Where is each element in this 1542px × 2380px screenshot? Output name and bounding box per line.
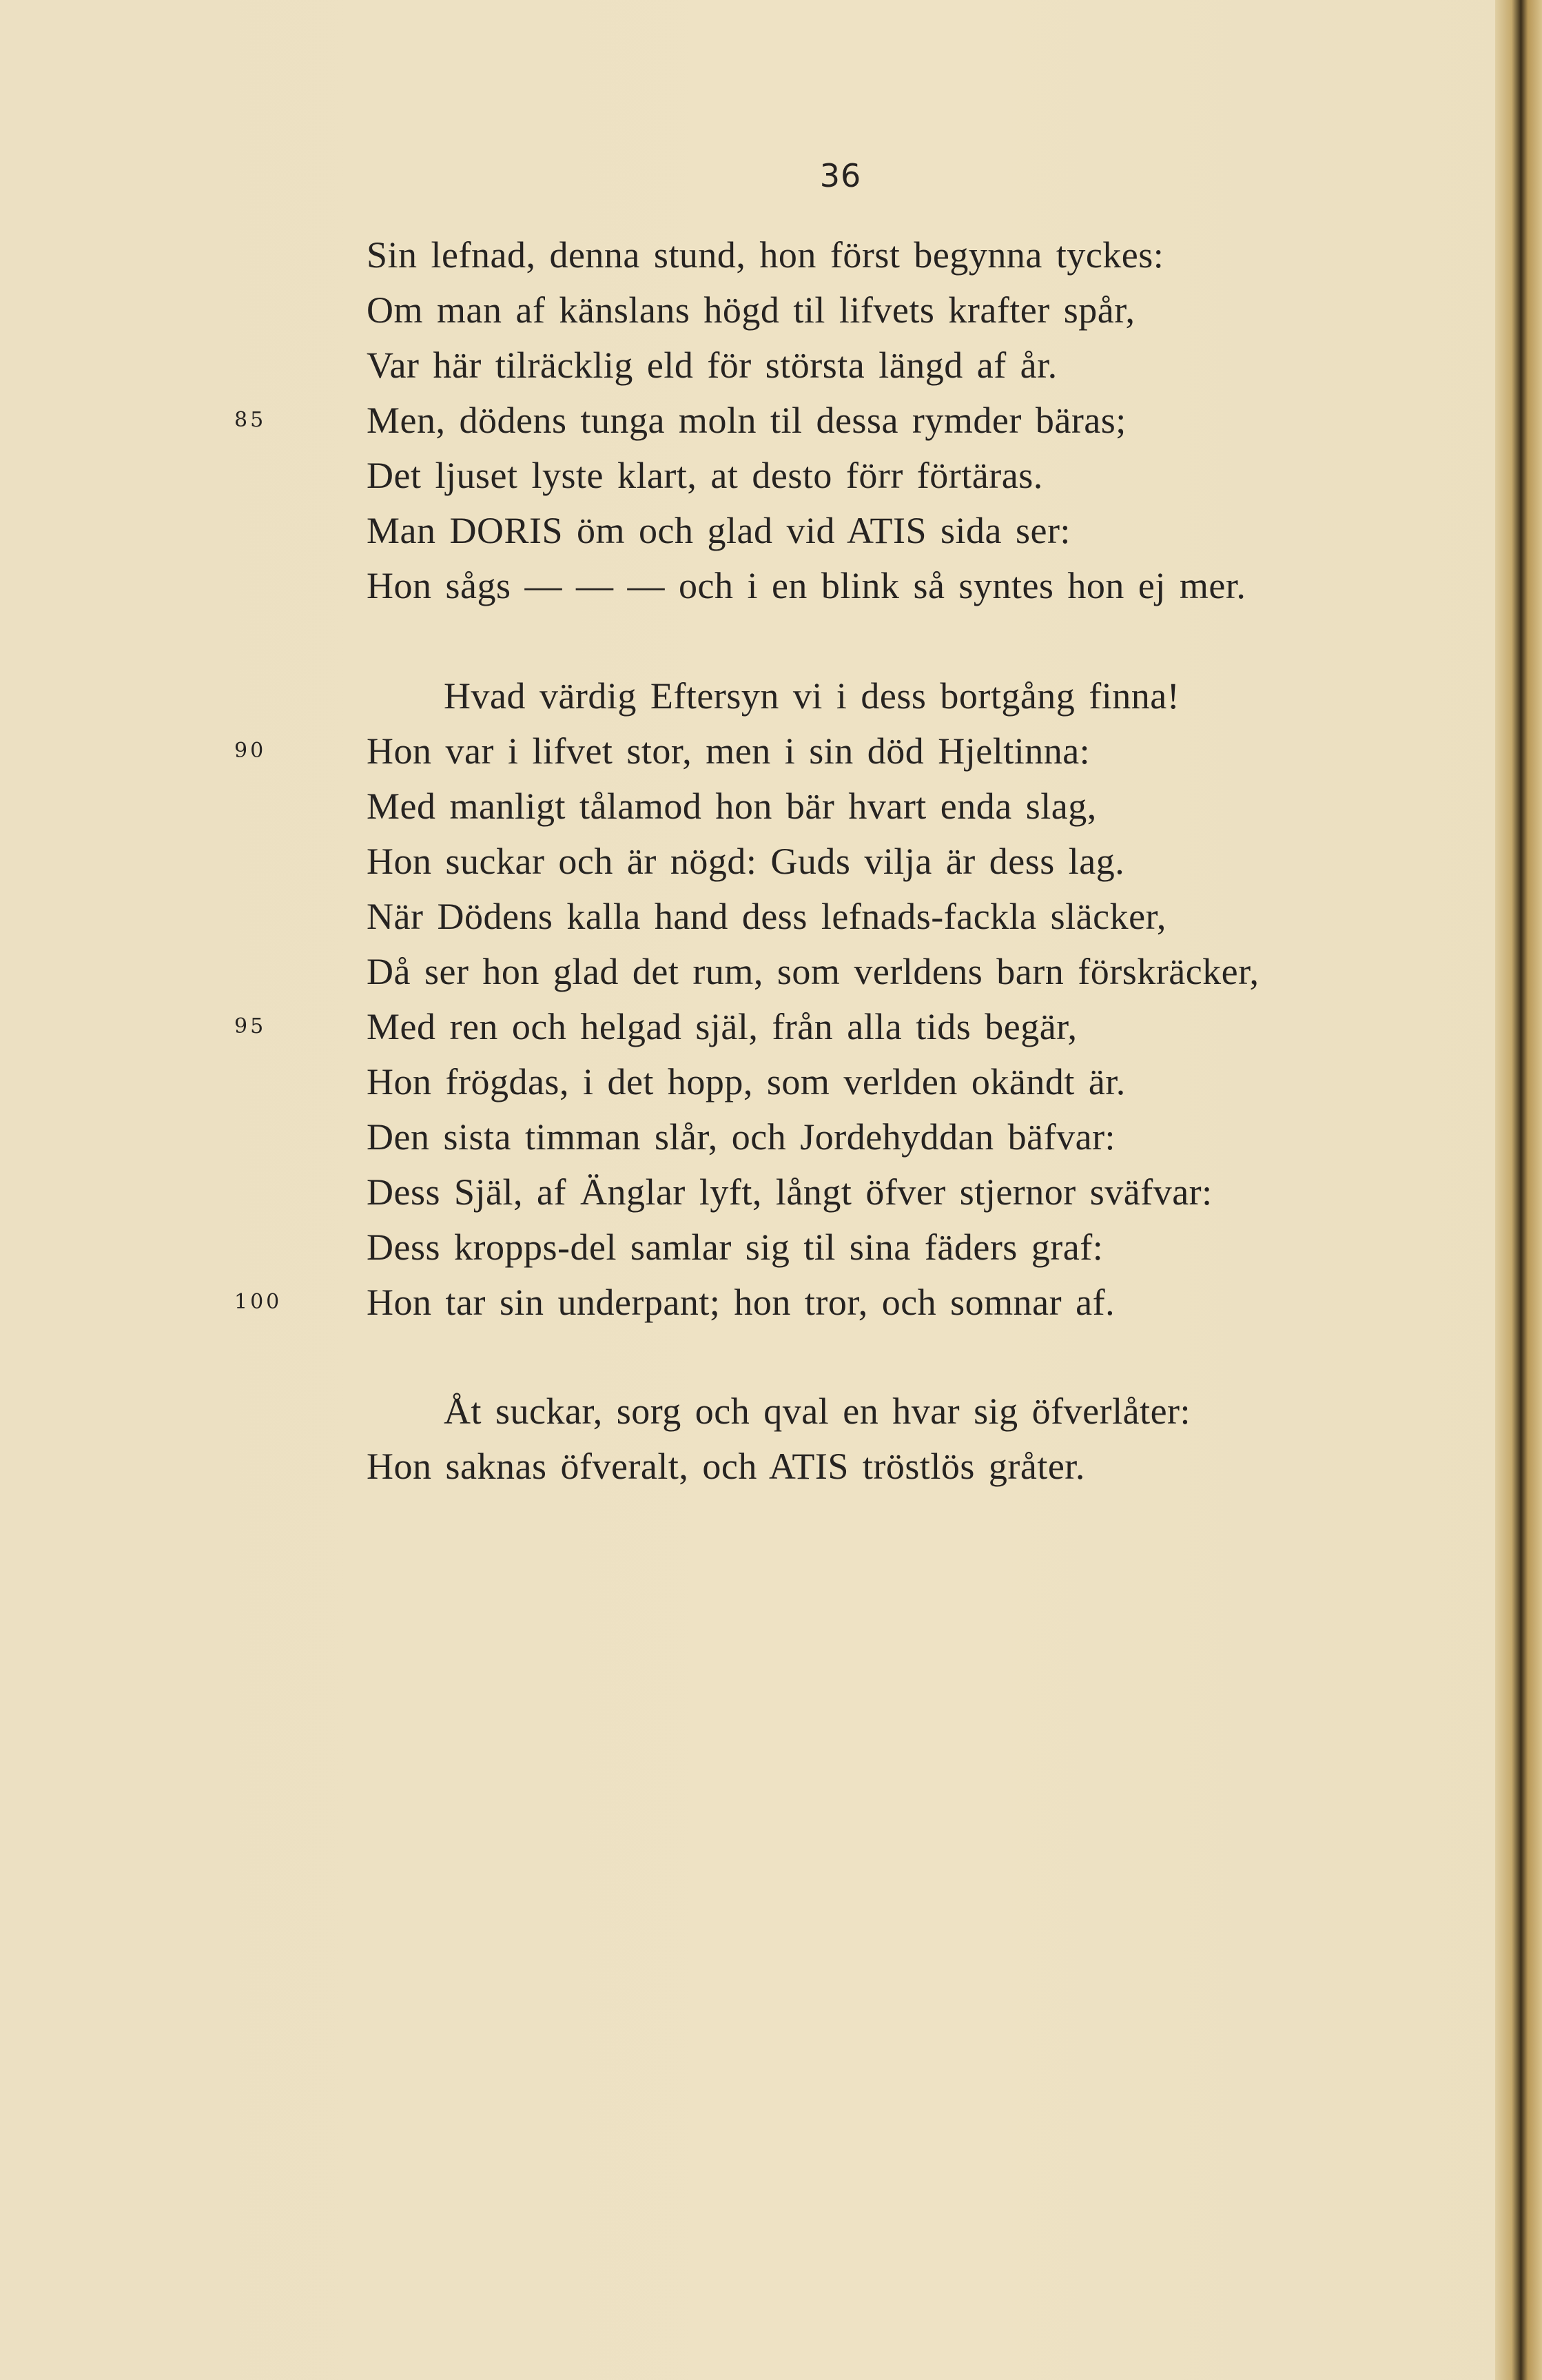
verse-line: Hon sågs — — — och i en blink så syntes hon ej mer. (367, 565, 1246, 606)
verse-line: Sin lefnad, denna stund, hon först begynna tyckes: (367, 234, 1164, 276)
verse-line: Dess kropps-del samlar sig til sina fäders graf: (367, 1227, 1104, 1268)
verse-line: Dess Själ, af Änglar lyft, långt öfver stjernor sväfvar: (367, 1171, 1213, 1213)
verse-line: Hvad värdig Eftersyn vi i dess bortgång finna! (444, 675, 1180, 717)
verse-line: Man DORIS öm och glad vid ATIS sida ser: (367, 510, 1071, 551)
line-number: 85 (234, 408, 267, 432)
page-number: 36 (819, 157, 862, 194)
verse-line: När Dödens kalla hand dess lefnads-fackla släcker, (367, 896, 1166, 937)
verse-line: Men, dödens tunga moln til dessa rymder bäras; (367, 400, 1127, 441)
verse-line: Hon saknas öfveralt, och ATIS tröstlös gråter. (367, 1446, 1085, 1487)
verse-line: Var här tilräcklig eld för största längd af år. (367, 345, 1058, 386)
verse-line: Med ren och helgad själ, från alla tids begär, (367, 1006, 1078, 1047)
verse-line: Hon frögdas, i det hopp, som verlden okändt är. (367, 1061, 1126, 1102)
verse-line: Hon tar sin underpant; hon tror, och somnar af. (367, 1282, 1116, 1323)
verse-line: Hon suckar och är nögd: Guds vilja är dess lag. (367, 841, 1125, 882)
verse-line: Det ljuset lyste klart, at desto förr förtäras. (367, 455, 1043, 496)
line-number: 90 (234, 739, 267, 763)
verse-line: Med manligt tålamod hon bär hvart enda slag, (367, 786, 1097, 827)
line-number: 100 (234, 1290, 282, 1314)
verse-line: Då ser hon glad det rum, som verldens barn förskräcker, (367, 951, 1260, 992)
line-number: 95 (234, 1014, 267, 1038)
book-gutter (1495, 0, 1542, 2380)
verse-line: Om man af känslans högd til lifvets krafter spår, (367, 289, 1135, 331)
verse-line: Den sista timman slår, och Jordehyddan bäfvar: (367, 1116, 1116, 1158)
verse-line: Åt suckar, sorg och qval en hvar sig öfverlåter: (444, 1391, 1191, 1432)
verse-line: Hon var i lifvet stor, men i sin död Hjeltinna: (367, 730, 1091, 772)
